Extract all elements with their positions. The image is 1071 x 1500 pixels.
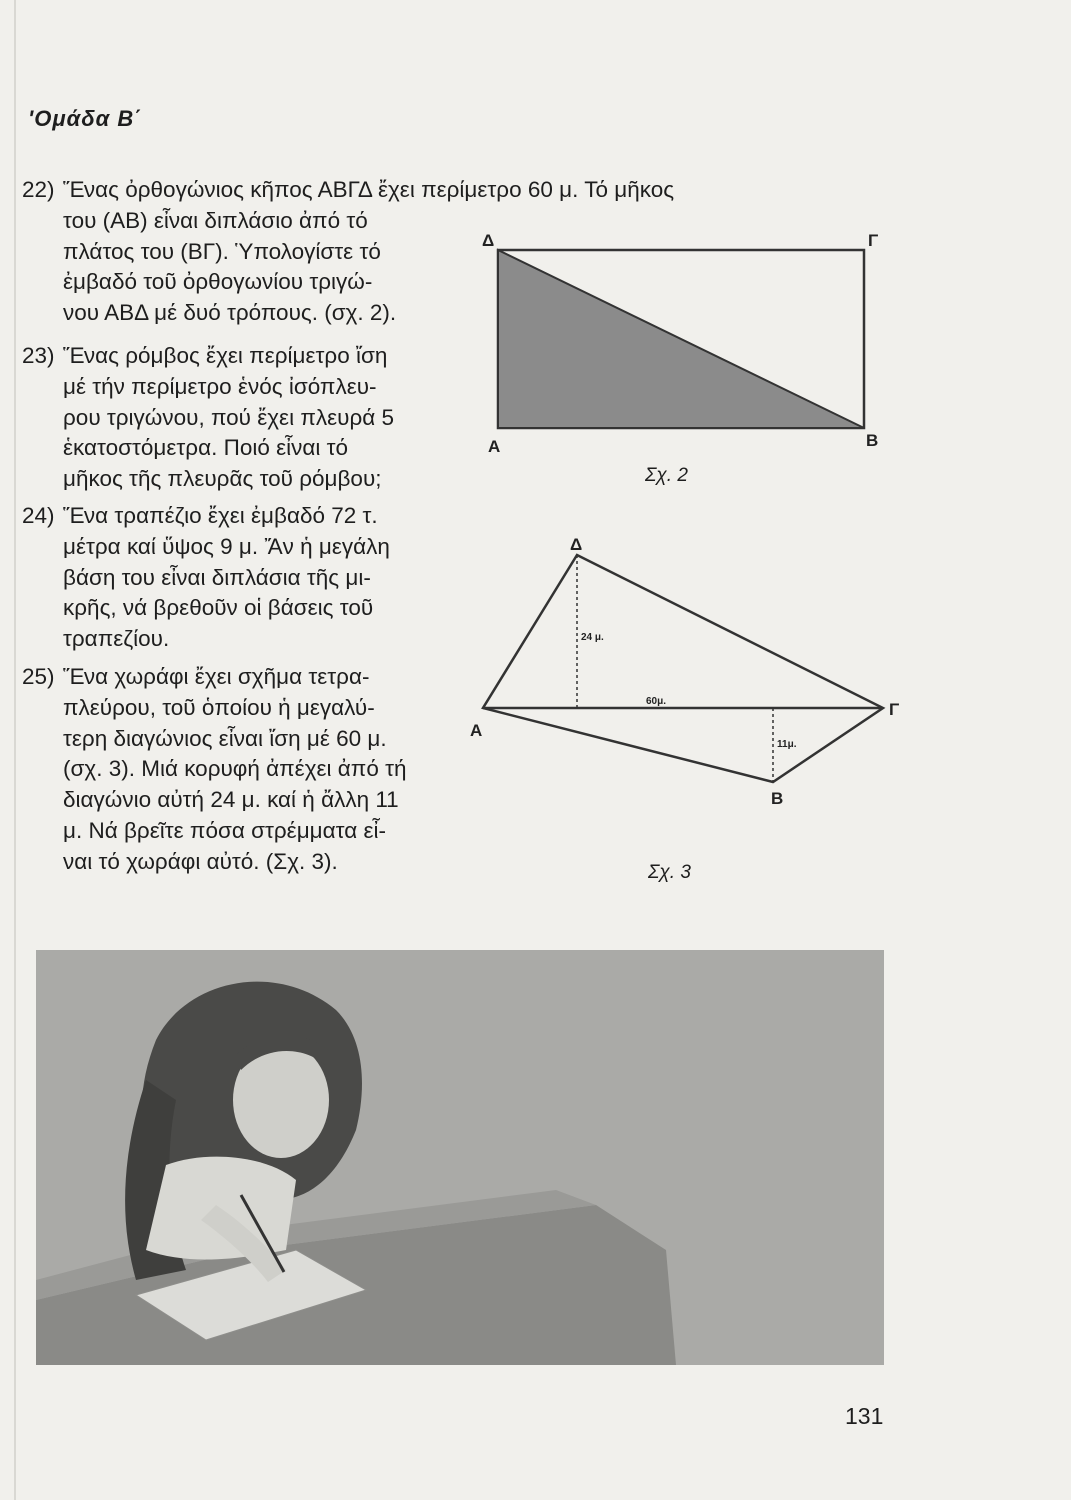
problem-line: Ἕνα τραπέζιο ἔχει ἐμβαδό 72 τ.	[63, 503, 378, 528]
dimension-24m: 24 μ.	[581, 632, 604, 643]
problem-line: (σχ. 3). Μιά κορυφή ἀπέχει ἀπό τή	[63, 756, 407, 782]
problem-line: πλεύρου, τοῦ ὁποίου ἡ μεγαλύ-	[63, 694, 375, 720]
problem-line: κρῆς, νά βρεθοῦν οἱ βάσεις τοῦ	[63, 595, 374, 621]
vertex-label-a: Α	[470, 721, 483, 740]
problem-line: νου ΑΒΔ μέ δυό τρόπους. (σχ. 2).	[63, 300, 397, 326]
vertex-label-a: Α	[488, 437, 501, 456]
vertex-label-d: Δ	[482, 231, 495, 250]
figure-2-caption: Σχ. 2	[645, 465, 688, 486]
problem-number: 24)	[22, 503, 55, 528]
problem-line: μῆκος τῆς πλευρᾶς τοῦ ρόμβου;	[63, 466, 382, 492]
problem-text	[63, 501, 390, 655]
girl-writing-drawing	[36, 950, 884, 1365]
problem-line: μέτρα καί ὕψος 9 μ. Ἄν ἡ μεγάλη	[63, 533, 390, 559]
problem-line: ρου τριγώνου, πού ἔχει πλευρά 5	[63, 404, 395, 430]
problem-line: βάση του εἶναι διπλάσια τῆς μι-	[63, 564, 371, 590]
problem-text	[63, 341, 394, 495]
problem-line: Ἕνα χωράφι ἔχει σχῆμα τετρα-	[63, 664, 370, 689]
dimension-11m: 11μ.	[777, 739, 797, 750]
problem-line: του (ΑΒ) εἶναι διπλάσιο ἀπό τό	[63, 207, 368, 233]
problem-number: 22)	[22, 177, 55, 202]
figure-3-caption: Σχ. 3	[648, 862, 691, 883]
problem-line: μέ τήν περίμετρο ἑνός ἰσόπλευ-	[63, 373, 377, 399]
dimension-60m: 60μ.	[646, 696, 667, 707]
page-number: 131	[845, 1403, 884, 1429]
vertex-label-g: Γ	[889, 700, 900, 719]
problem-number: 23)	[22, 343, 55, 368]
problem-line: πλάτος του (ΒΓ). Ὑπολογίστε τό	[63, 238, 381, 264]
problem-line: τερη διαγώνιος εἶναι ἴση μέ 60 μ.	[63, 725, 387, 751]
quadrilateral-abgd	[483, 555, 883, 782]
problem-number: 25)	[22, 664, 55, 689]
page-edge	[14, 0, 16, 1500]
problem-line: διαγώνιο αὐτή 24 μ. καί ἡ ἄλλη 11	[63, 787, 399, 813]
problem-text	[63, 175, 674, 329]
problem-line: τραπεζίου.	[63, 626, 170, 652]
illustration-girl-writing	[36, 950, 884, 1365]
problem-line: μ. Νά βρεῖτε πόσα στρέμματα εἶ-	[63, 817, 386, 843]
vertex-label-g: Γ	[868, 231, 879, 250]
problem-line: ἐμβαδό τοῦ ὀρθογωνίου τριγώ-	[63, 269, 373, 295]
group-title: 'Ομάδα Β΄	[28, 106, 143, 131]
vertex-label-b: Β	[866, 431, 879, 450]
problem-line: Ἕνας ὀρθογώνιος κῆπος ΑΒΓΔ ἔχει περίμετρο 60 μ. Τό μῆκος	[63, 177, 675, 202]
problem-line: ναι τό χωράφι αὐτό. (Σχ. 3).	[63, 848, 338, 874]
problem-text	[63, 662, 407, 878]
problem-line: Ἕνας ρόμβος ἔχει περίμετρο ἴση	[63, 343, 388, 368]
problem-line: ἑκατοστόμετρα. Ποιό εἶναι τό	[63, 435, 349, 461]
vertex-label-b: Β	[771, 789, 784, 808]
vertex-label-d: Δ	[570, 535, 583, 554]
